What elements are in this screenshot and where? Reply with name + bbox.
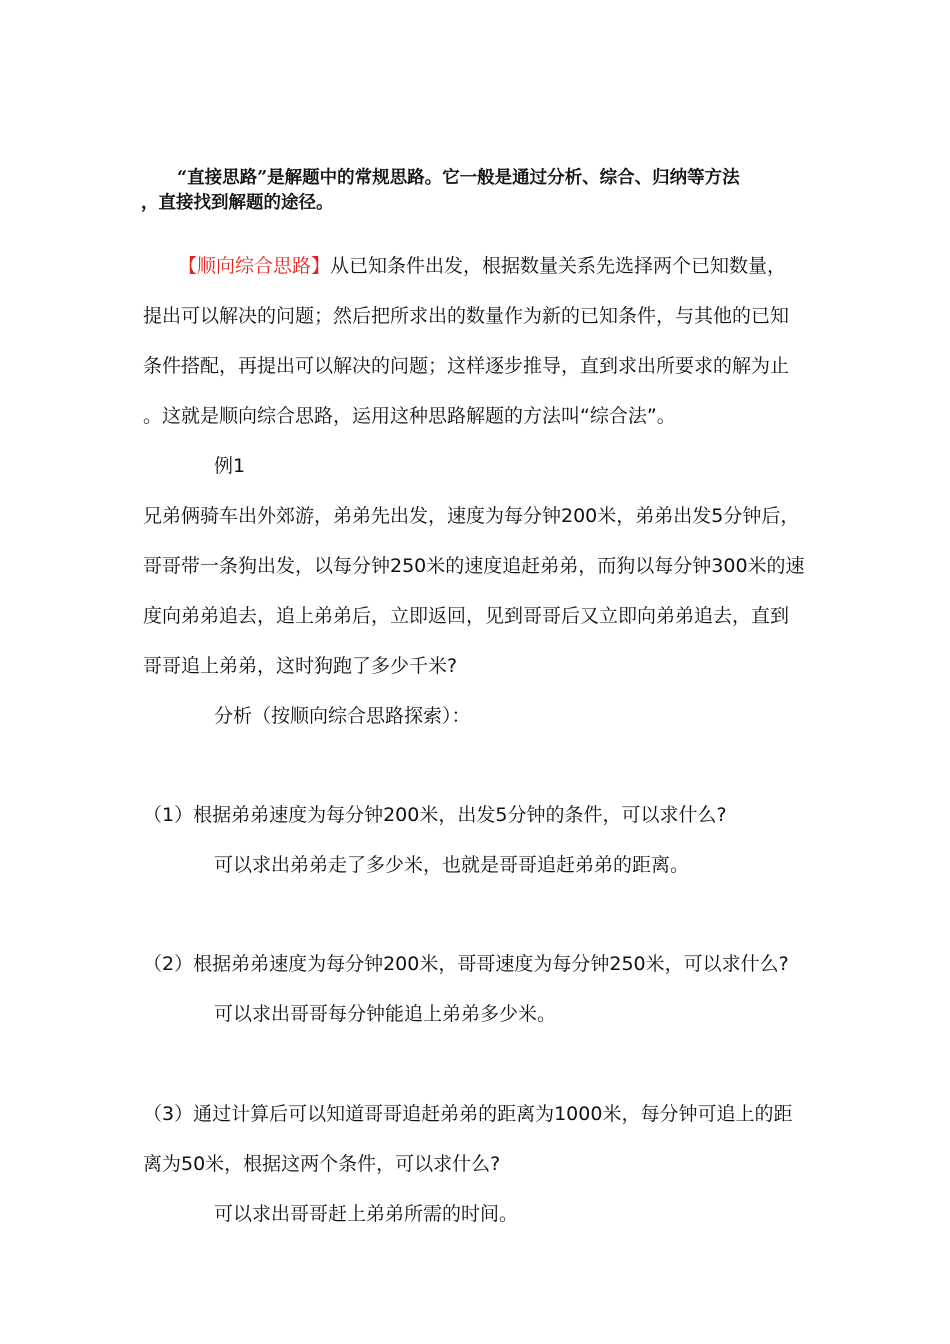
step-3-question-cont: 离为50米，根据这两个条件，可以求什么?	[143, 1153, 501, 1175]
intro-line-1: “直接思路”是解题中的常规思路。它一般是通过分析、综合、归纳等方法	[177, 168, 740, 188]
step-2-answer: 可以求出哥哥每分钟能追上弟弟多少米。	[214, 1003, 557, 1025]
definition-line-2: 提出可以解决的问题；然后把所求出的数量作为新的已知条件，与其他的已知	[143, 305, 790, 327]
step-2-question: （2）根据弟弟速度为每分钟200米，哥哥速度为每分钟250米，可以求什么?	[143, 953, 789, 975]
example-line-1: 兄弟俩骑车出外郊游，弟弟先出发，速度为每分钟200米，弟弟出发5分钟后，	[143, 505, 800, 527]
step-1-question: （1）根据弟弟速度为每分钟200米，出发5分钟的条件，可以求什么?	[143, 804, 727, 826]
example-line-3: 度向弟弟追去，追上弟弟后，立即返回，见到哥哥后又立即向弟弟追去，直到	[143, 605, 790, 627]
definition-line-1-text: 从已知条件出发，根据数量关系先选择两个已知数量，	[330, 255, 787, 277]
definition-line-1	[178, 253, 786, 279]
definition-line-3: 条件搭配，再提出可以解决的问题；这样逐步推导，直到求出所要求的解为止	[143, 355, 790, 377]
example-line-2: 哥哥带一条狗出发，以每分钟250米的速度追赶弟弟，而狗以每分钟300米的速	[143, 555, 805, 577]
example-label: 例1	[214, 455, 246, 477]
step-3-answer: 可以求出哥哥赶上弟弟所需的时间。	[214, 1203, 519, 1225]
step-3-question: （3）通过计算后可以知道哥哥追赶弟弟的距离为1000米，每分钟可追上的距	[143, 1103, 793, 1125]
example-line-4: 哥哥追上弟弟，这时狗跑了多少千米?	[143, 655, 458, 677]
step-1-answer: 可以求出弟弟走了多少米，也就是哥哥追赶弟弟的距离。	[214, 854, 690, 876]
definition-line-4: 。这就是顺向综合思路，运用这种思路解题的方法叫“综合法”。	[143, 405, 676, 427]
intro-line-2: ，直接找到解题的途径。	[141, 193, 334, 213]
definition-highlight: 【顺向综合思路】	[178, 255, 331, 277]
analysis-heading: 分析（按顺向综合思路探索）：	[214, 705, 471, 727]
